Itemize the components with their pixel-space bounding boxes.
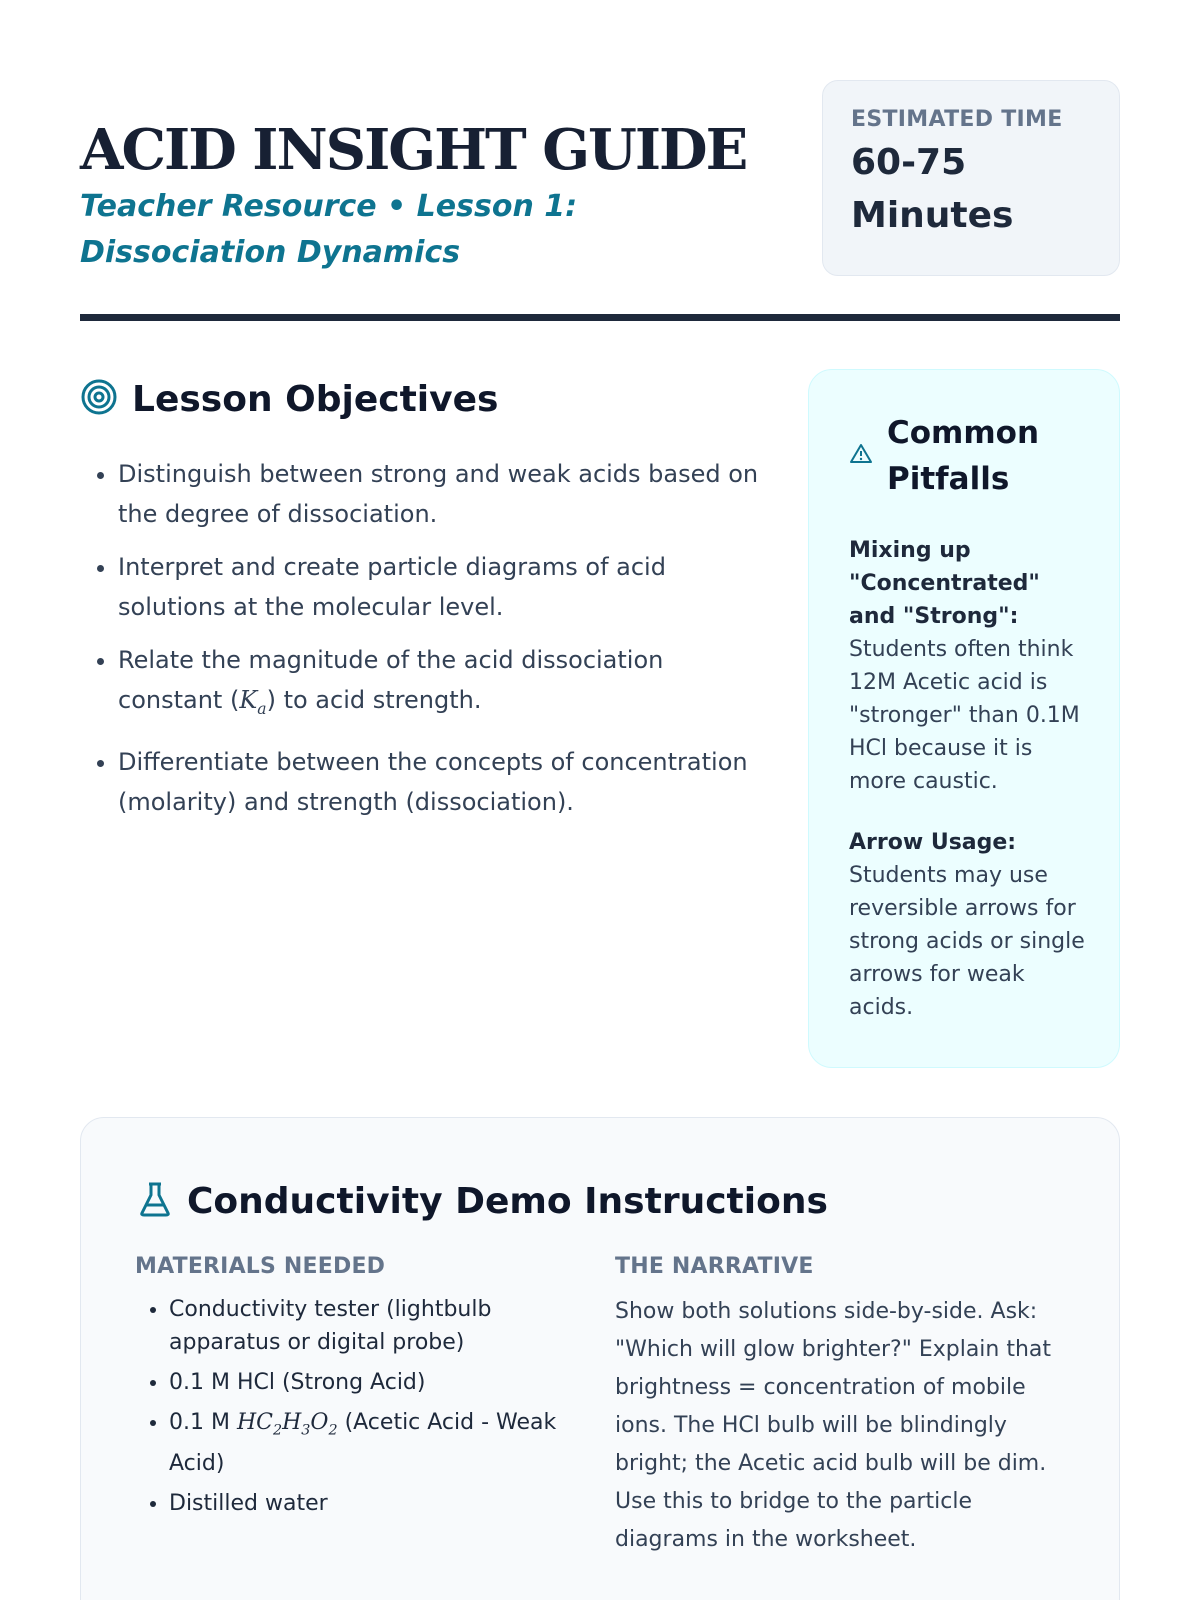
list-item: • Relate the magnitude of the acid dissociation constant $(K_a)$ to acid strength. bbox=[118, 640, 760, 729]
estimated-time-card bbox=[822, 80, 1120, 276]
pitfall-text: Students may use reversible arrows for strong acids or single arrows for weak acids. bbox=[849, 863, 1085, 1020]
warning-icon bbox=[849, 442, 873, 471]
narrative-heading: THE NARRATIVE bbox=[615, 1254, 814, 1279]
list-item: • Conductivity tester (lightbulb apparatus or digital probe) bbox=[169, 1293, 575, 1359]
objectives-heading bbox=[80, 374, 760, 424]
narrative-text: Show both solutions side-by-side. Ask: "Which will glow brighter?" Explain that brightness = concentration of mobile ions. The HCl bulb will be blindingly bright; the Acetic acid bulb will be dim. Use this to bridge to the particle diagrams in the worksheet. bbox=[615, 1299, 1052, 1552]
objective-tail: to acid strength. bbox=[283, 686, 482, 714]
objectives-title: Lesson Objectives bbox=[132, 378, 499, 420]
list-item: • Interpret and create particle diagrams of acid solutions at the molecular level. bbox=[118, 547, 760, 627]
narrative-column bbox=[615, 1254, 1065, 1559]
objective-text: Relate the magnitude of the acid dissociation constant bbox=[118, 646, 664, 714]
pitfalls-heading bbox=[849, 410, 1085, 502]
conductivity-demo-card bbox=[80, 1117, 1120, 1600]
middle-section bbox=[80, 374, 1120, 1068]
common-pitfalls-card bbox=[808, 369, 1120, 1068]
materials-list bbox=[135, 1293, 575, 1520]
pitfall-heading: Arrow Usage: bbox=[849, 830, 1017, 855]
pitfall-heading: Mixing up "Concentrated" and "Strong": bbox=[849, 538, 1040, 629]
materials-column bbox=[135, 1254, 575, 1559]
list-item: • Differentiate between the concepts of concentration (molarity) and strength (dissociation). bbox=[118, 742, 760, 822]
header bbox=[80, 80, 1120, 276]
list-item: • Distinguish between strong and weak acids based on the degree of dissociation. bbox=[118, 454, 760, 534]
flask-icon bbox=[135, 1179, 175, 1224]
lesson-guide-page bbox=[80, 80, 1120, 1552]
estimated-time-label: ESTIMATED TIME bbox=[851, 107, 1063, 132]
demo-title: Conductivity Demo Instructions bbox=[187, 1180, 828, 1222]
demo-columns bbox=[135, 1254, 1065, 1559]
ka-symbol: $K_a$ bbox=[239, 686, 267, 718]
pitfall-item bbox=[849, 826, 1085, 1024]
estimated-time-value: 60-75 Minutes bbox=[851, 142, 1014, 236]
title-block bbox=[80, 80, 780, 276]
list-item: • 0.1 M HCl (Strong Acid) bbox=[169, 1366, 575, 1399]
pitfall-text: Students often think 12M Acetic acid is "stronger" than 0.1M HCl because it is more caustic. bbox=[849, 637, 1080, 794]
objectives-list bbox=[80, 454, 760, 822]
page-subtitle: Teacher Resource • Lesson 1: Dissociation Dynamics bbox=[80, 189, 578, 270]
header-divider bbox=[80, 314, 1120, 321]
pitfalls-title: Common Pitfalls bbox=[887, 415, 1040, 497]
acetic-acid-formula: $HC_2H_3O_2$ bbox=[236, 1410, 338, 1439]
page-title: ACID INSIGHT GUIDE bbox=[80, 117, 747, 183]
list-item: • 0.1 M $HC_2H_3O_2$ (Acetic Acid - Weak Acid) bbox=[169, 1406, 575, 1480]
lesson-objectives bbox=[80, 374, 760, 1068]
demo-heading bbox=[135, 1176, 1065, 1226]
pitfall-item bbox=[849, 534, 1085, 798]
materials-heading: MATERIALS NEEDED bbox=[135, 1254, 386, 1279]
list-item: • Distilled water bbox=[169, 1487, 575, 1520]
target-icon bbox=[80, 378, 118, 421]
